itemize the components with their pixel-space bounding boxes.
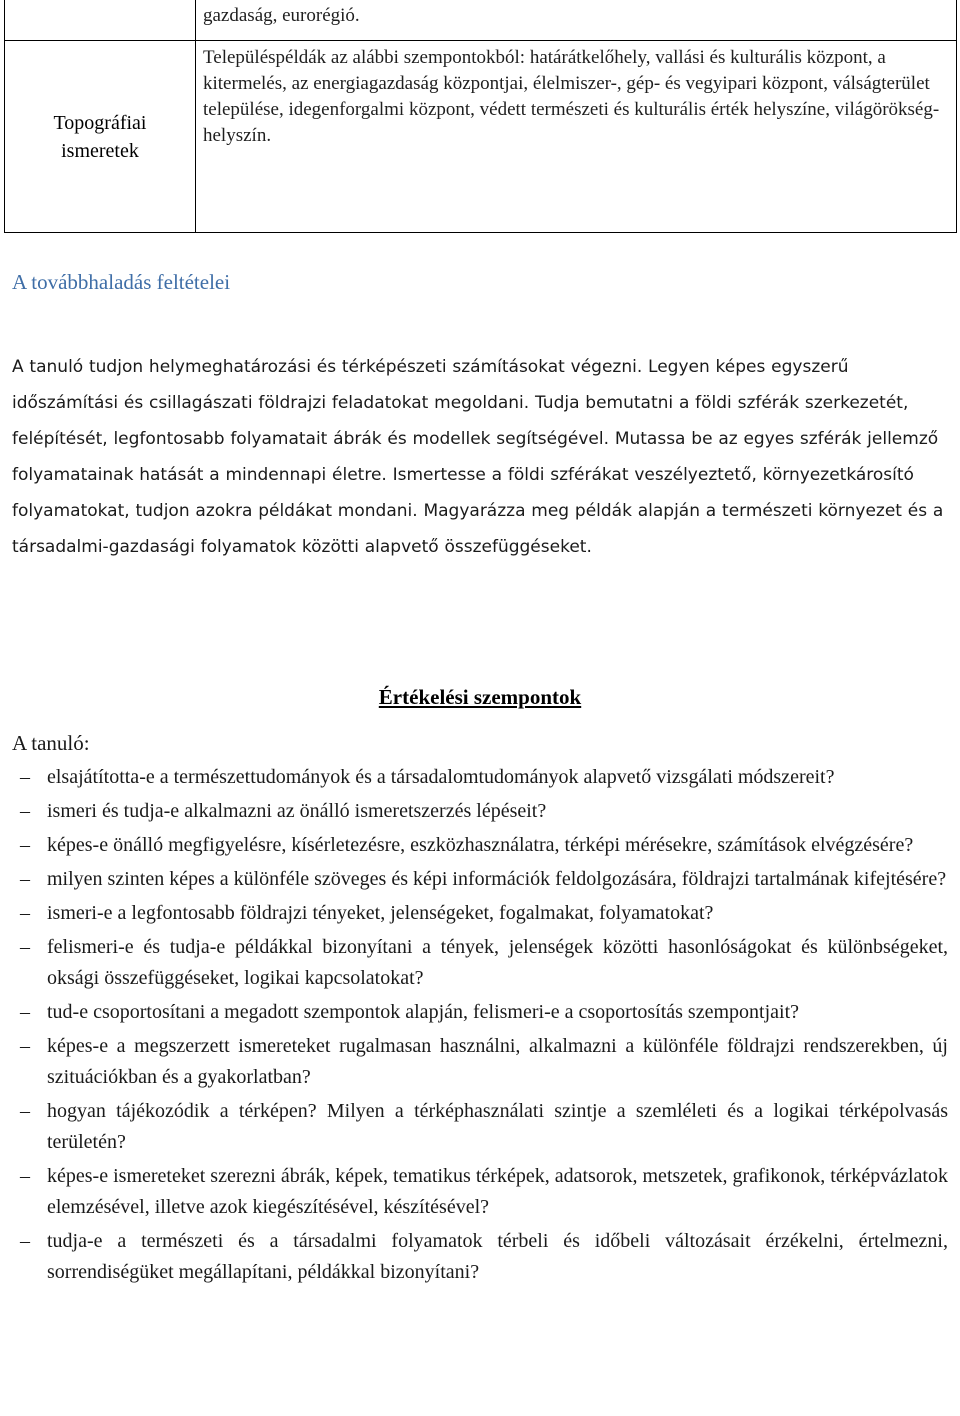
list-item-text: képes-e ismereteket szerezni ábrák, képek, tematikus térképek, adatsorok, metszetek, grafikonok, térképvázlatok elemzésével, illetve azok kiegészítésével, készítésével?	[47, 1165, 948, 1218]
table-cell-text: Településpéldák az alábbi szempontokból: határátkelőhely, vallási és kulturális központ, a kitermelés, az energiagazdaság központjai, élelmiszer-, gép- és vegyipari központ, válságterület települése, idegenforgalmi központ, védett természeti és kulturális érték helyszíne, világörökség-helyszín.	[196, 41, 957, 233]
topo-label-line1: Topográfiai	[53, 111, 147, 134]
table-cell-empty	[5, 0, 196, 41]
list-item-text: hogyan tájékozódik a térképen? Milyen a térképhasználati szintje a szemléleti és a logikai térképolvasás területén?	[47, 1100, 948, 1153]
list-item-text: ismeri-e a legfontosabb földrajzi tényeket, jelenségeket, fogalmakat, folyamatokat?	[47, 902, 714, 924]
dash-bullet: –	[20, 902, 30, 924]
table-row	[5, 0, 957, 41]
dash-bullet: –	[20, 936, 30, 958]
list-item	[0, 1031, 960, 1093]
list-item	[0, 997, 960, 1028]
dash-bullet: –	[20, 1230, 30, 1252]
evaluation-criteria-list	[0, 762, 960, 1291]
list-item	[0, 932, 960, 994]
dash-bullet: –	[20, 1001, 30, 1023]
list-item-text: felismeri-e és tudja-e példákkal bizonyítani a tények, jelenségek közötti hasonlóságokat és különbségeket, oksági összefüggéseket, logikai kapcsolatokat?	[47, 936, 948, 989]
table-cell-label	[5, 41, 196, 233]
list-item	[0, 762, 960, 793]
table-row	[5, 41, 957, 233]
dash-bullet: –	[20, 834, 30, 856]
list-item	[0, 898, 960, 929]
curriculum-table	[4, 0, 957, 233]
list-item-text: képes-e önálló megfigyelésre, kísérletezésre, eszközhasználatra, térképi mérésekre, számítások elvégzésére?	[47, 834, 914, 856]
list-item	[0, 864, 960, 895]
evaluation-subject: A tanuló:	[12, 731, 90, 755]
dash-bullet: –	[20, 868, 30, 890]
list-item	[0, 796, 960, 827]
list-item	[0, 1226, 960, 1288]
section-heading-progress: A továbbhaladás feltételei	[12, 270, 231, 294]
list-item-text: tudja-e a természeti és a társadalmi folyamatok térbeli és időbeli változásait érzékelni, értelmezni, sorrendiségüket megállapítani, példákkal bizonyítani?	[47, 1230, 948, 1283]
table-cell-text: gazdaság, eurorégió.	[196, 0, 957, 41]
dash-bullet: –	[20, 1035, 30, 1057]
topo-label-line2: ismeretek	[61, 139, 139, 162]
dash-bullet: –	[20, 1100, 30, 1122]
list-item-text: képes-e a megszerzett ismereteket rugalmasan használni, alkalmazni a különféle földrajzi rendszerekben, új szituációkban és a gyakorlatban?	[47, 1035, 948, 1088]
list-item-text: elsajátította-e a természettudományok és a társadalomtudományok alapvető vizsgálati módszereit?	[47, 766, 835, 788]
dash-bullet: –	[20, 800, 30, 822]
dash-bullet: –	[20, 1165, 30, 1187]
list-item	[0, 830, 960, 861]
progress-paragraph: A tanuló tudjon helymeghatározási és térképészeti számításokat végezni. Legyen képes egyszerű időszámítási és csillagászati földrajzi feladatokat megoldani. Tudja bemutatni a földi szférák szerkezetét, felépítését, legfontosabb folyamatait ábrák és modellek segítségével. Mutassa be az egyes szférák jellemző folyamatainak hatását a mindennapi életre. Ismertesse a földi szférákat veszélyeztető, környezetkárosító folyamatokat, tudjon azokra példákat mondani. Magyarázza meg példák alapján a természeti környezet és a társadalmi-gazdasági folyamatok közötti alapvető összefüggéseket.	[12, 357, 944, 557]
list-item	[0, 1096, 960, 1158]
list-item-text: tud-e csoportosítani a megadott szempontok alapján, felismeri-e a csoportosítás szempontjait?	[47, 1001, 800, 1023]
dash-bullet: –	[20, 766, 30, 788]
list-item-text: milyen szinten képes a különféle szöveges és képi információk feldolgozására, földrajzi tartalmának kifejtésére?	[47, 868, 947, 890]
evaluation-heading: Értékelési szempontok	[378, 685, 582, 709]
list-item-text: ismeri és tudja-e alkalmazni az önálló ismeretszerzés lépéseit?	[47, 800, 547, 822]
list-item	[0, 1161, 960, 1223]
